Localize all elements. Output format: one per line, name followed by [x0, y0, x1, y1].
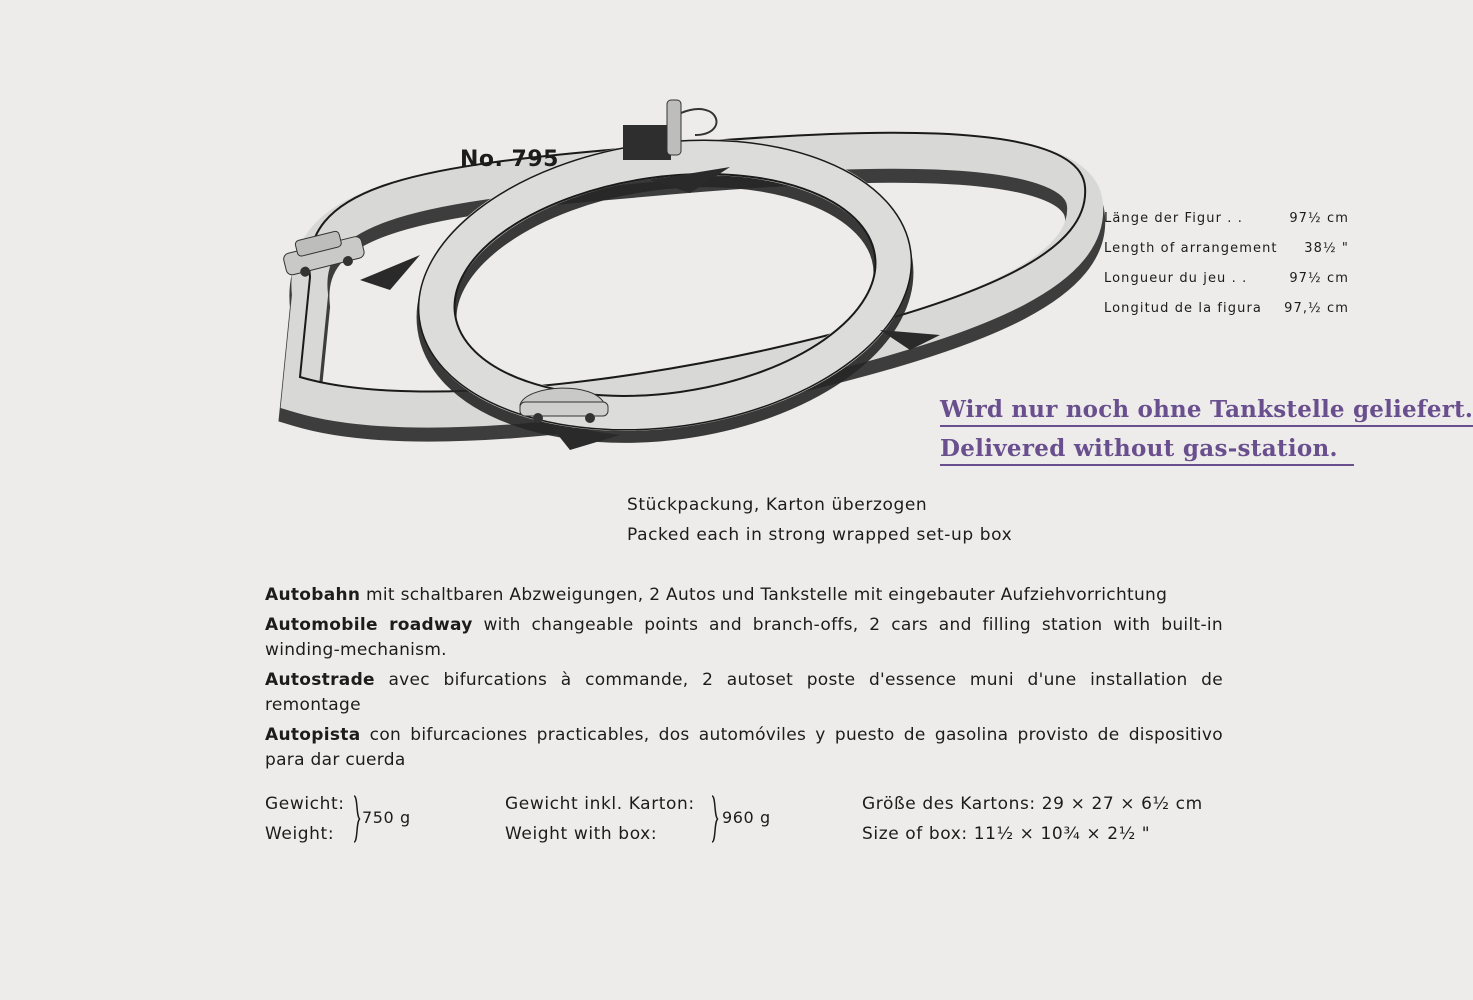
- gross-label-german: Gewicht inkl. Karton:: [505, 794, 695, 814]
- spec-label: Longueur du jeu . .: [1104, 271, 1248, 286]
- box-size-german: Größe des Kartons: 29 × 27 × 6½ cm: [862, 794, 1203, 814]
- net-weight-value: 750 g: [362, 808, 411, 827]
- stamp-line-english: Delivered without gas-station.: [940, 435, 1354, 466]
- dimension-specs: [1104, 208, 1349, 328]
- description-lead: Autobahn: [265, 585, 361, 605]
- spec-value: 38½ ": [1304, 241, 1349, 256]
- spec-label: Longitud de la figura: [1104, 301, 1262, 316]
- packing-line-english: Packed each in strong wrapped set-up box: [627, 525, 1013, 545]
- spec-row: [1104, 268, 1349, 298]
- stamp-line-german: Wird nur noch ohne Tankstelle geliefert.: [940, 396, 1473, 427]
- spec-row: [1104, 208, 1349, 238]
- spec-label: Length of arrangement: [1104, 241, 1278, 256]
- description-lead: Automobile roadway: [265, 615, 473, 635]
- spec-value: 97,½ cm: [1284, 301, 1349, 316]
- brace-icon: [710, 794, 720, 844]
- description-lead: Autostrade: [265, 670, 375, 690]
- spec-label: Länge der Figur . .: [1104, 211, 1243, 226]
- box-size-english: Size of box: 11½ × 10¾ × 2½ ": [862, 824, 1151, 844]
- product-descriptions: [265, 583, 1223, 778]
- description-text: con bifurcaciones practicables, dos automóviles y puesto de gasolina provisto de dispositivo para dar cuerda: [265, 725, 1223, 770]
- description-english: [265, 613, 1223, 663]
- gross-label-english: Weight with box:: [505, 824, 658, 844]
- model-number: No. 795: [460, 147, 559, 172]
- net-weight: [265, 789, 411, 849]
- description-french: [265, 668, 1223, 718]
- weight-label-english: Weight:: [265, 824, 335, 844]
- description-text: avec bifurcations à commande, 2 autoset poste d'essence muni d'une installation de remontage: [265, 670, 1223, 715]
- gross-weight-value: 960 g: [722, 808, 771, 827]
- description-spanish: [265, 723, 1223, 773]
- packing-line-german: Stückpackung, Karton überzogen: [627, 495, 928, 515]
- spec-value: 97½ cm: [1289, 211, 1349, 226]
- purple-stamp-notice: [940, 396, 1473, 474]
- packing-info: [627, 490, 1012, 550]
- brace-icon: [352, 794, 362, 844]
- spec-row: [1104, 298, 1349, 328]
- gross-weight: [505, 789, 771, 849]
- weight-label-german: Gewicht:: [265, 794, 345, 814]
- description-german: [265, 583, 1223, 608]
- spec-row: [1104, 238, 1349, 268]
- box-size: [862, 789, 1223, 849]
- description-text: mit schaltbaren Abzweigungen, 2 Autos und Tankstelle mit eingebauter Aufziehvorrichtung: [360, 585, 1168, 605]
- spec-value: 97½ cm: [1289, 271, 1349, 286]
- description-lead: Autopista: [265, 725, 361, 745]
- description-text: with changeable points and branch-offs, 2 cars and filling station with built-in winding-mechanism.: [265, 615, 1223, 660]
